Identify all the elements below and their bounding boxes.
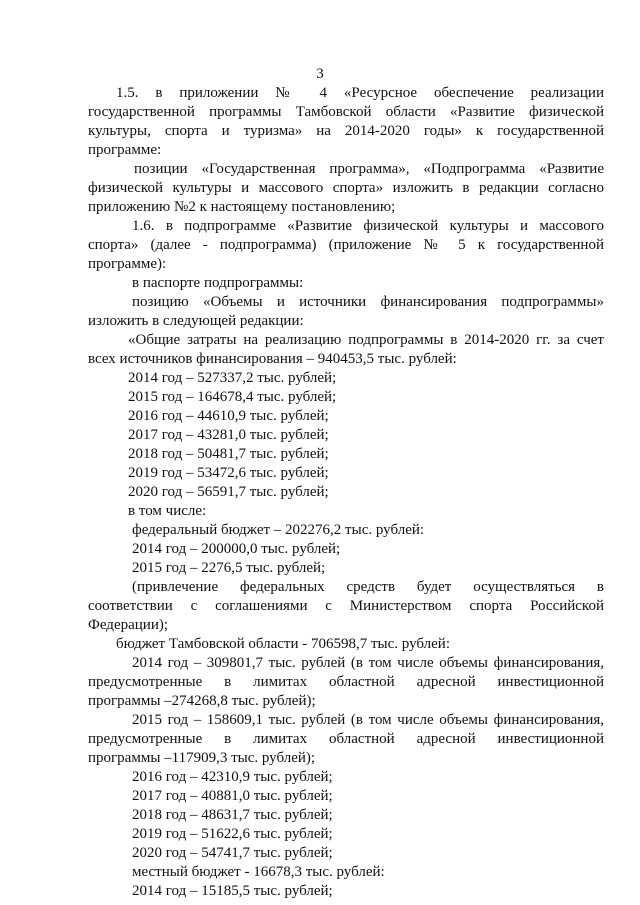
line-40: 2019 год – 51622,6 тыс. рублей; xyxy=(132,826,333,842)
line-20: 2018 год – 50481,7 тыс. рублей; xyxy=(128,446,329,462)
line-05: позиции «Государственная программа», «Подпрограмма «Развитие xyxy=(134,161,604,177)
line-29: Федерации); xyxy=(88,617,169,633)
line-42: местный бюджет - 16678,3 тыс. рублей: xyxy=(132,864,385,880)
line-09: спорта» (далее - подпрограмма) (приложение № 5 к государственной xyxy=(88,237,604,253)
line-03: культуры, спорта и туризма» на 2014-2020 годы» к государственной xyxy=(88,123,604,139)
line-28: соответствии с соглашениями с Министерством спорта Российской xyxy=(88,598,604,614)
line-23: в том числе: xyxy=(128,503,207,519)
line-01: 1.5. в приложении № 4 «Ресурсное обеспечение реализации xyxy=(116,85,604,101)
line-31: 2014 год – 309801,7 тыс. рублей (в том числе объемы финансирования, xyxy=(132,655,604,671)
line-16: 2014 год – 527337,2 тыс. рублей; xyxy=(128,370,337,386)
line-32: предусмотренные в лимитах областной адресной инвестиционной xyxy=(88,674,604,690)
line-26: 2015 год – 2276,5 тыс. рублей; xyxy=(132,560,326,576)
line-10: программе): xyxy=(88,256,167,272)
line-14: «Общие затраты на реализацию подпрограммы в 2014-2020 гг. за счет xyxy=(128,332,604,348)
line-06: физической культуры и массового спорта» изложить в редакции согласно xyxy=(88,180,604,196)
line-12: позицию «Объемы и источники финансирования подпрограммы» xyxy=(132,294,604,310)
line-38: 2017 год – 40881,0 тыс. рублей; xyxy=(132,788,333,804)
line-19: 2017 год – 43281,0 тыс. рублей; xyxy=(128,427,329,443)
line-11: в паспорте подпрограммы: xyxy=(132,275,304,291)
line-13: изложить в следующей редакции: xyxy=(88,313,304,329)
page-number: 3 xyxy=(316,66,324,82)
line-18: 2016 год – 44610,9 тыс. рублей; xyxy=(128,408,329,424)
line-21: 2019 год – 53472,6 тыс. рублей; xyxy=(128,465,329,481)
line-25: 2014 год – 200000,0 тыс. рублей; xyxy=(132,541,341,557)
line-34: 2015 год – 158609,1 тыс. рублей (в том числе объемы финансирования, xyxy=(132,712,604,728)
line-24: федеральный бюджет – 202276,2 тыс. рублей: xyxy=(132,522,425,538)
line-04: программе: xyxy=(88,142,162,158)
line-27: (привлечение федеральных средств будет осуществляться в xyxy=(132,579,604,595)
line-37: 2016 год – 42310,9 тыс. рублей; xyxy=(132,769,333,785)
line-22: 2020 год – 56591,7 тыс. рублей; xyxy=(128,484,329,500)
line-43: 2014 год – 15185,5 тыс. рублей; xyxy=(132,883,333,899)
line-39: 2018 год – 48631,7 тыс. рублей; xyxy=(132,807,333,823)
line-07: приложению №2 к настоящему постановлению; xyxy=(88,199,396,215)
line-30: бюджет Тамбовской области - 706598,7 тыс. рублей: xyxy=(116,636,450,652)
line-33: программы –274268,8 тыс. рублей); xyxy=(88,693,316,709)
line-17: 2015 год – 164678,4 тыс. рублей; xyxy=(128,389,337,405)
line-08: 1.6. в подпрограмме «Развитие физической культуры и массового xyxy=(132,218,604,234)
line-15: всех источников финансирования – 940453,5 тыс. рублей: xyxy=(88,351,457,367)
line-41: 2020 год – 54741,7 тыс. рублей; xyxy=(132,845,333,861)
line-02: государственной программы Тамбовской области «Развитие физической xyxy=(88,104,604,120)
line-35: предусмотренные в лимитах областной адресной инвестиционной xyxy=(88,731,604,747)
line-36: программы –117909,3 тыс. рублей); xyxy=(88,750,316,766)
